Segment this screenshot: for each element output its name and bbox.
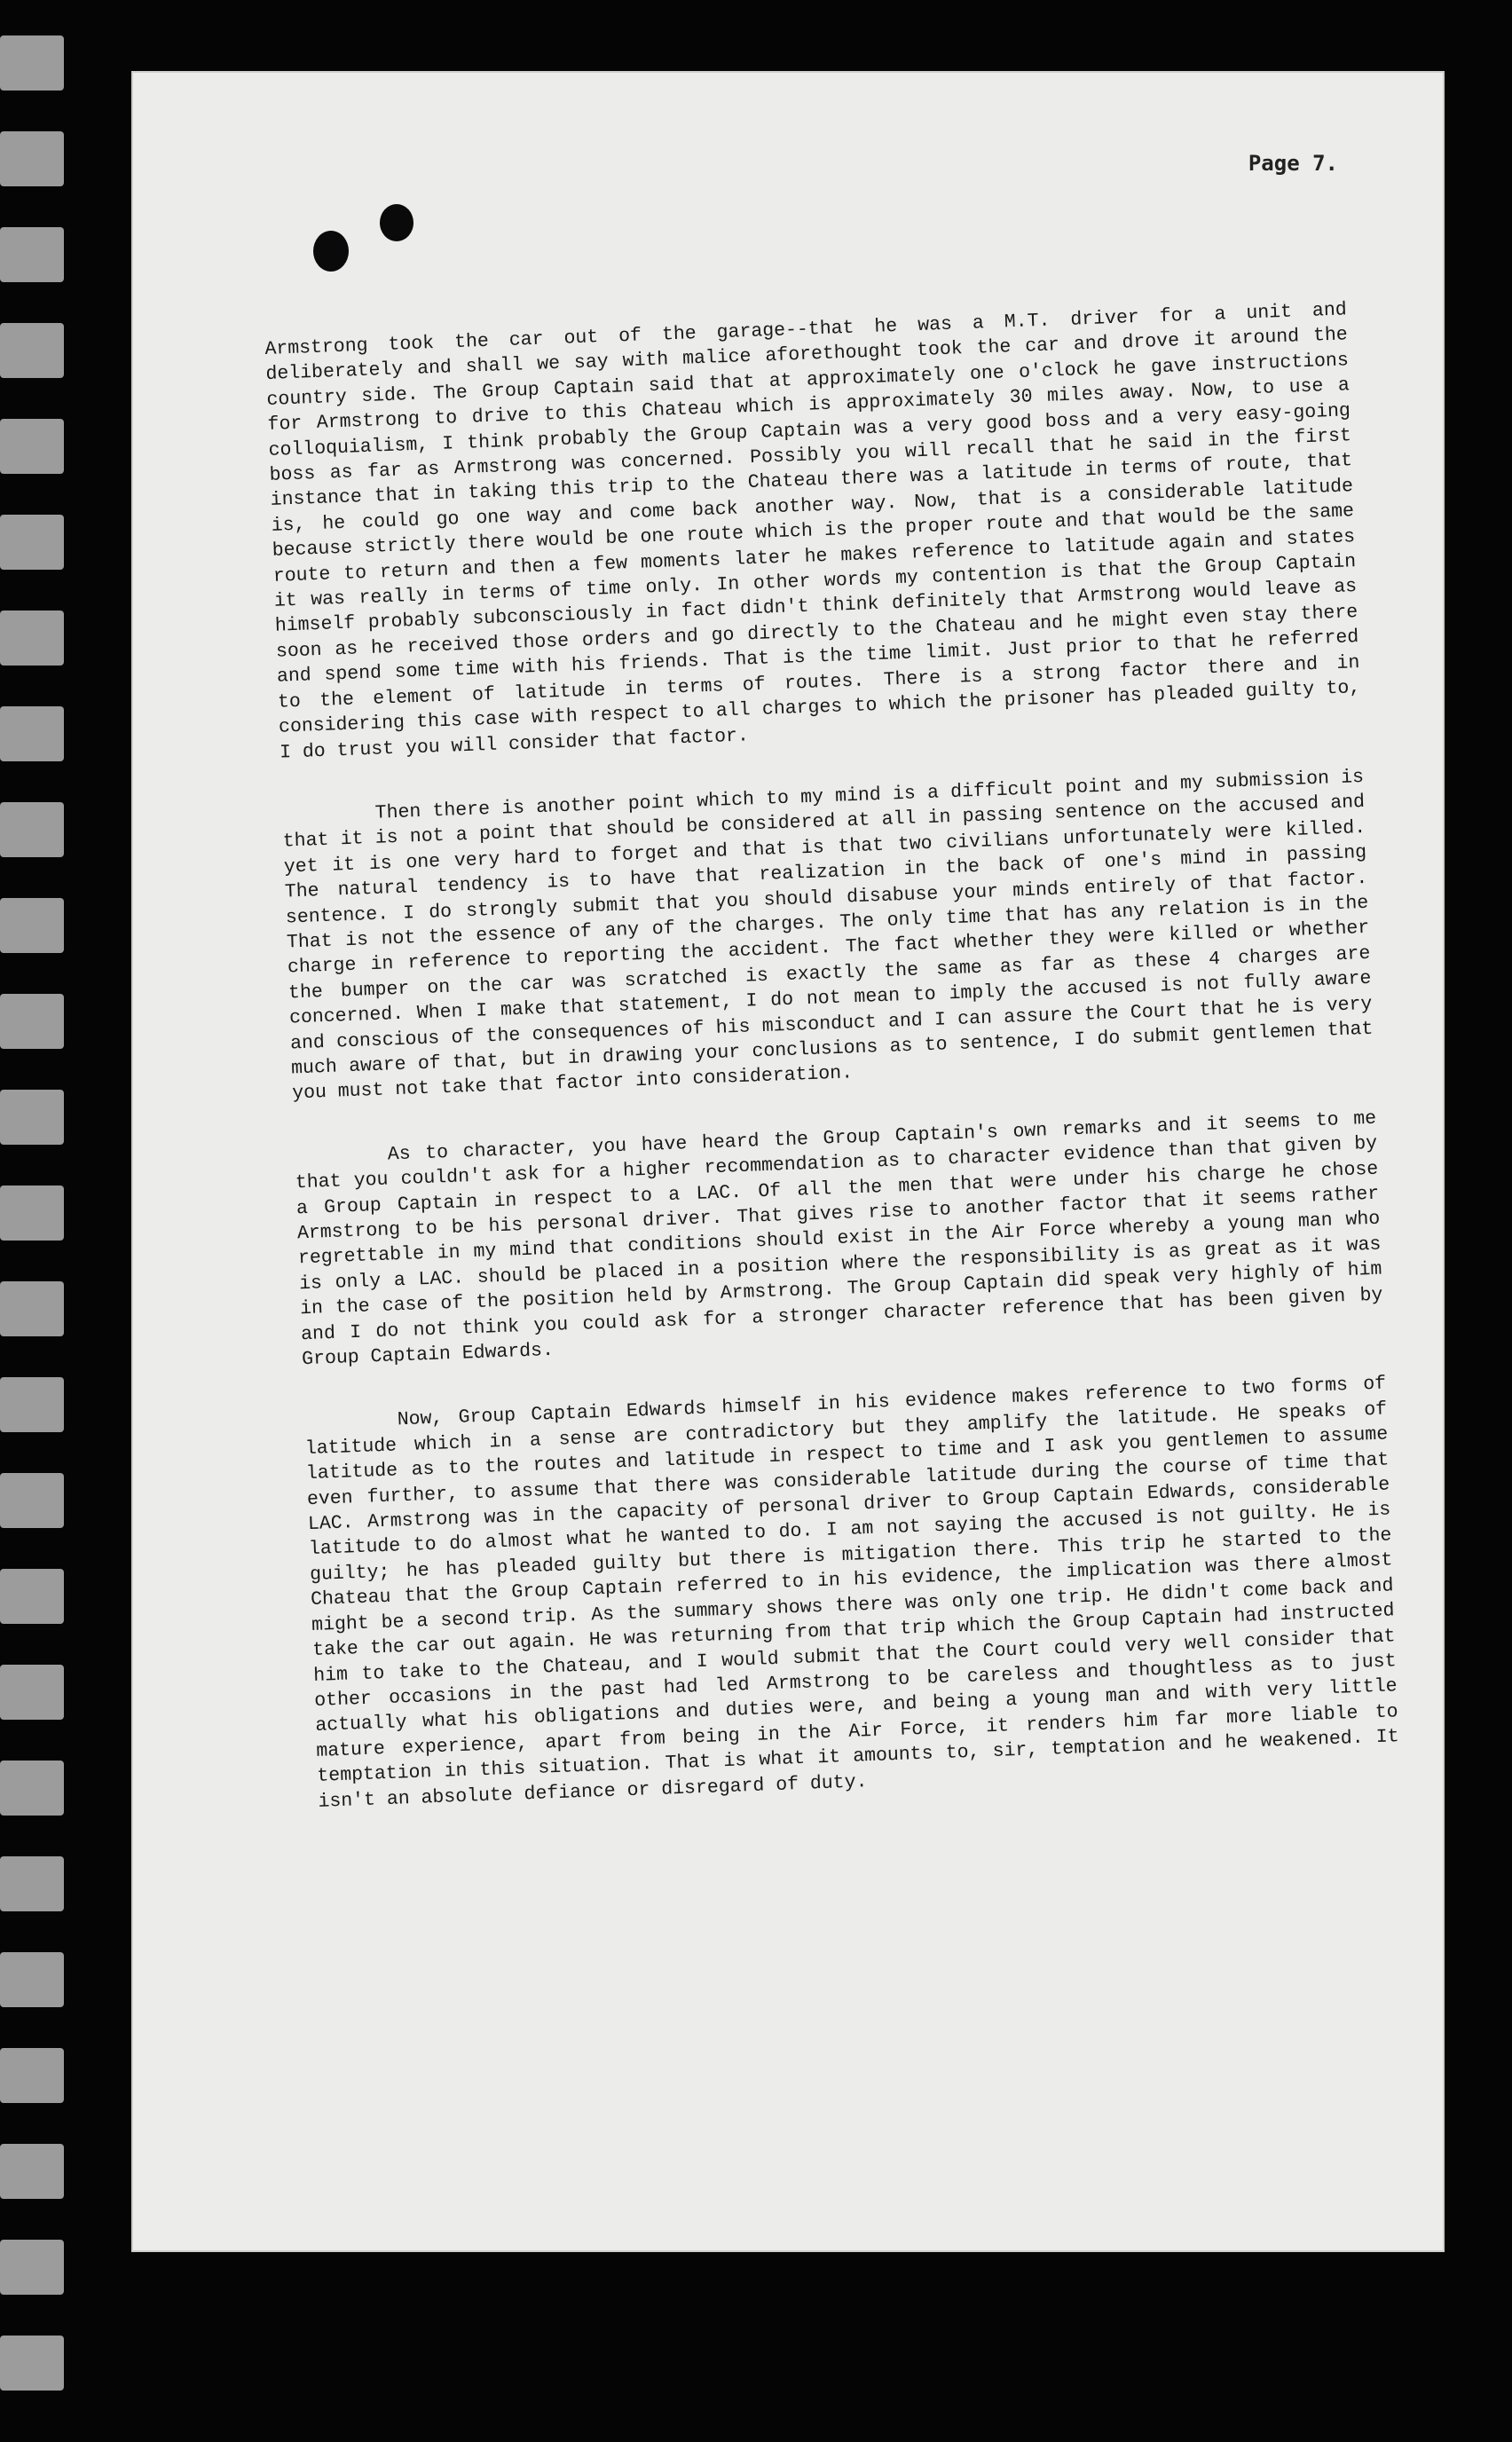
- ink-blot: [380, 204, 413, 241]
- body-text: [264, 297, 1402, 1853]
- typed-page: [131, 71, 1445, 2252]
- sprocket-hole: [0, 131, 64, 186]
- sprocket-hole: [0, 1856, 64, 1911]
- paragraph: Now, Group Captain Edwards himself in his evidence makes reference to two forms of latitude which in a sense are contradictory but they amplify the latitude. He speaks of latitude as to the routes and latitude in respect to time and I ask you gentlemen to assume even further, to assume that there was considerable latitude during the course of time that LAC. Armstrong was in the capacity of personal driver to Group Captain Edwards, considerable latitude to do almost what he wanted to do. I am not saying the accused is not guilty. He is guilty; he has pleaded guilty but there is mitigation there. This trip he started to the Chateau that the Group Captain referred to in his evidence, the implication was there almost might be a second trip. As the summary shows there was only one trip. He didn't come back and take the car out again. He was returning from that trip which the Group Captain had instructed him to take to the Chateau, and I would submit that the Court could very well consider that other occasions in the past had led Armstrong to be careless and thoughtless as to just actually what his obligations and duties were, and being a young man and with very little mature experience, apart from being in the Air Force, it renders him far more liable to temptation in this situation. That is what it amounts to, sir, temptation and he weakened. It isn't an absolute defiance or disregard of duty.: [304, 1373, 1400, 1813]
- sprocket-hole: [0, 323, 64, 378]
- paragraph: Then there is another point which to my mind is a difficult point and my submission is that it is not a point that should be considered at all in passing sentence on the accused and yet it is one very hard to forget and that is that two civilians unfortunately were killed. The natural tendency is to have that realization in the back of one's mind in passing sentence. I do strongly submit that you should disabuse your minds entirely of that factor. That is not the essence of any of the charges. The only time that has any relation is in the charge in reference to reporting the accident. The fact whether they were killed or whether the bumper on the car was scratched is exactly the same as far as these 4 charges are concerned. When I make that statement, I do not mean to imply the accused is not fully aware and conscious of the consequences of his misconduct and I can assure the Court that he is very much aware of that, but in drawing your conclusions as to sentence, I do submit gentlemen that you must not take that factor into consideration.: [282, 766, 1374, 1105]
- page-number: Page 7.: [1248, 151, 1338, 176]
- sprocket-hole: [0, 1952, 64, 2007]
- sprocket-hole: [0, 35, 64, 91]
- sprocket-hole: [0, 1665, 64, 1720]
- sprocket-hole: [0, 2240, 64, 2295]
- sprocket-hole: [0, 898, 64, 953]
- sprocket-hole: [0, 706, 64, 761]
- sprocket-hole: [0, 1281, 64, 1336]
- sprocket-hole: [0, 1090, 64, 1145]
- sprocket-hole: [0, 2144, 64, 2199]
- sprocket-hole: [0, 419, 64, 474]
- ink-blot: [313, 231, 349, 272]
- sprocket-hole: [0, 1377, 64, 1432]
- sprocket-hole: [0, 994, 64, 1049]
- sprocket-hole: [0, 610, 64, 666]
- sprocket-hole: [0, 2048, 64, 2103]
- sprocket-hole: [0, 1473, 64, 1528]
- sprocket-hole: [0, 1569, 64, 1624]
- sprocket-hole: [0, 515, 64, 570]
- sprocket-hole: [0, 2336, 64, 2391]
- sprocket-hole: [0, 227, 64, 282]
- paragraph: As to character, you have heard the Group Captain's own remarks and it seems to me that you couldn't ask for a higher recommendation as to character evidence than that given by a Group Captain in respect to a LAC. Of all the men that were under his charge he chose Armstrong to be his personal driver. That gives rise to another factor that it seems rather regrettable in my mind that conditions should exist in the Air Force whereby a young man who is only a LAC. should be placed in a position where the responsibility is as great as it was in the case of the position held by Armstrong. The Group Captain did speak very highly of him and I do not think you could ask for a stronger character reference that has been given by Group Captain Edwards.: [295, 1107, 1383, 1371]
- sprocket-hole: [0, 1186, 64, 1241]
- paragraph: Armstrong took the car out of the garage--that he was a M.T. driver for a unit and deliberately and shall we say with malice aforethought took the car and drove it around the country side. The Group Captain said that at approximately one o'clock he gave instructions for Armstrong to drive to this Chateau which is approximately 30 miles away. Now, to use a colloquialism, I think probably the Group Captain was a very good boss and a very easy-going boss as far as Armstrong was concerned. Possibly you will recall that he said in the first instance that in taking this trip to the Chateau there was a latitude in terms of route, that is, he could go one way and come back another way. Now, that is a considerable latitude because strictly there would be one route which is the proper route and that would be the same route to return and then a few moments later he makes reference to latitude again and states it was really in terms of time only. In other words my contention is that the Group Captain himself probably subconsciously in fact didn't think definitely that Armstrong would leave as soon as he received those orders and go directly to the Chateau and he might even stay there and spend some time with his friends. That is the time limit. Just prior to that he referred to the element of latitude in terms of routes. There is a strong factor there and in considering this case with respect to all charges to which the prisoner has pleaded guilty to, I do trust you will consider that factor.: [264, 299, 1361, 764]
- sprocket-hole: [0, 802, 64, 857]
- film-sprocket-strip: [0, 35, 71, 2431]
- sprocket-hole: [0, 1761, 64, 1816]
